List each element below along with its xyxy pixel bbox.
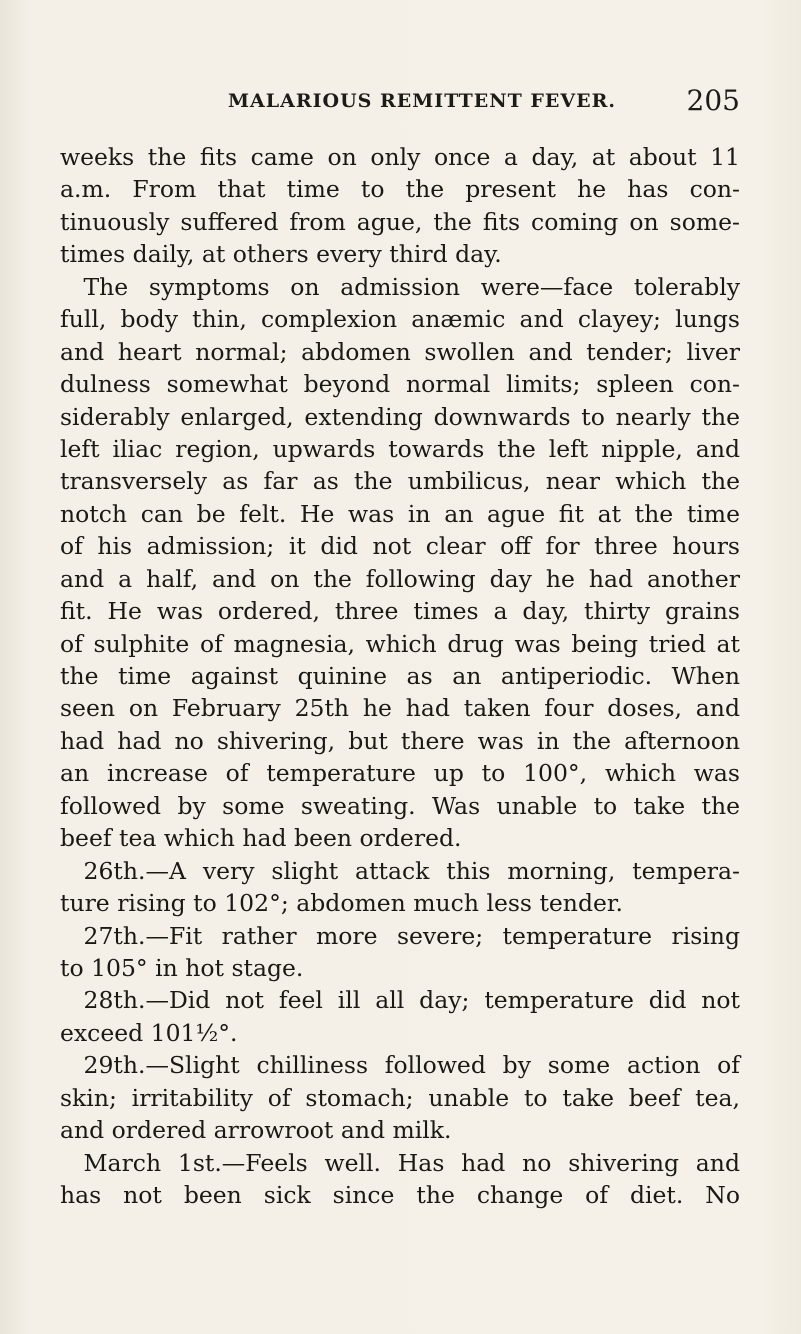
text-line: March 1st.—Feels well. Has had no shivering and: [60, 1148, 740, 1177]
text-line: ture rising to 102°; abdomen much less tender.: [60, 889, 624, 918]
text-line: of his admission; it did not clear off for three hours: [60, 532, 740, 561]
text-line: notch can be felt. He was in an ague fit at the time: [60, 499, 740, 528]
text-line: The symptoms on admission were—face tolerably: [60, 272, 740, 301]
text-line: and a half, and on the following day he had another: [60, 564, 740, 593]
text-line: to 105° in hot stage.: [60, 953, 304, 982]
text-line: 26th.—A very slight attack this morning, tempera-: [60, 856, 740, 885]
body-text: [60, 141, 740, 1211]
text-line: tinuously suffered from ague, the fits coming on some-: [60, 207, 740, 236]
text-line: and heart normal; abdomen swollen and tender; liver: [60, 337, 740, 366]
text-line: followed by some sweating. Was unable to take the: [60, 791, 740, 820]
text-line: exceed 101½°.: [60, 1018, 238, 1047]
text-line: seen on February 25th he had taken four doses, and: [60, 694, 740, 723]
text-line: 28th.—Did not feel ill all day; temperature did not: [60, 986, 740, 1015]
text-line: beef tea which had been ordered.: [60, 824, 462, 853]
text-line: and ordered arrowroot and milk.: [60, 1116, 452, 1145]
running-head: MALARIOUS REMITTENT FEVER.: [228, 90, 617, 112]
page-number: 205: [686, 84, 740, 117]
text-line: fit. He was ordered, three times a day, thirty grains: [60, 597, 740, 626]
page-header: [60, 84, 740, 124]
text-line: 27th.—Fit rather more severe; temperature rising: [60, 921, 740, 950]
text-line: the time against quinine as an antiperiodic. When: [60, 662, 740, 690]
text-line: a.m. From that time to the present he has con-: [60, 175, 740, 204]
text-line: dulness somewhat beyond normal limits; spleen con-: [60, 370, 740, 399]
text-line: siderably enlarged, extending downwards to nearly the: [60, 402, 740, 431]
text-line: full, body thin, complexion anæmic and clayey; lungs: [60, 305, 740, 334]
text-line: weeks the fits came on only once a day, at about 11: [60, 143, 740, 171]
text-line: 29th.—Slight chilliness followed by some action of: [60, 1051, 740, 1080]
text-line: left iliac region, upwards towards the left nipple, and: [60, 434, 740, 463]
text-line: skin; irritability of stomach; unable to take beef tea,: [60, 1083, 740, 1112]
text-line: of sulphite of magnesia, which drug was being tried at: [60, 629, 740, 658]
text-line: has not been sick since the change of diet. No: [60, 1181, 740, 1209]
text-line: transversely as far as the umbilicus, near which the: [60, 467, 740, 496]
text-line: times daily, at others every third day.: [60, 240, 502, 269]
text-line: an increase of temperature up to 100°, which was: [60, 759, 740, 788]
text-line: had had no shivering, but there was in the afternoon: [60, 726, 740, 755]
